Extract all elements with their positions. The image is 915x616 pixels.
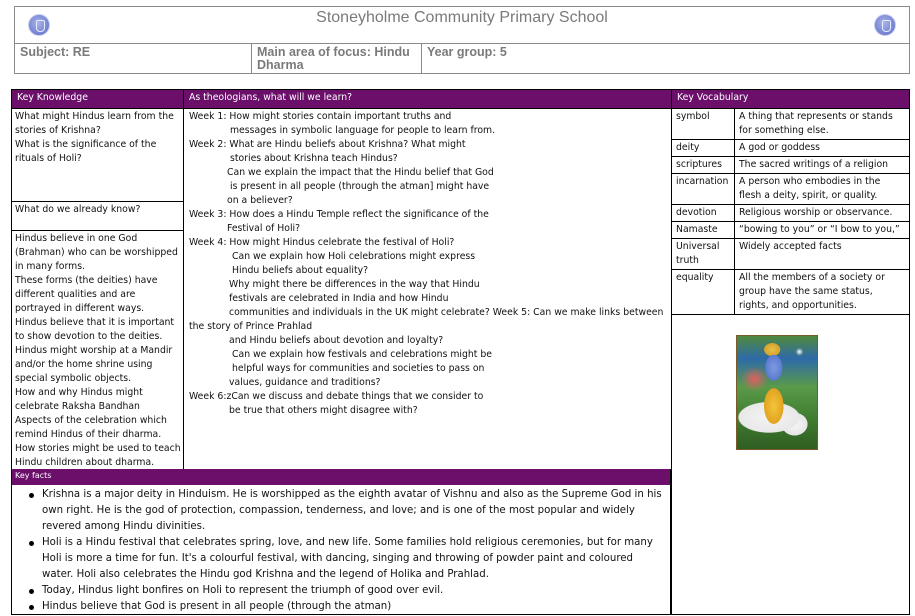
prior-knowledge-line: celebrate Raksha Bandhan	[15, 401, 140, 412]
theologians-heading: As theologians, what will we learn?	[184, 90, 671, 108]
vocabulary-definition: All the members of a society or group have the same status, rights, and opportunities.	[739, 272, 885, 311]
vocabulary-term: Namaste	[672, 222, 735, 238]
week-line: stories about Krishna teach Hindus?	[230, 153, 398, 164]
key-fact-item	[26, 487, 662, 535]
already-know-cell	[12, 202, 183, 231]
key-question-line: stories of Krishna?	[15, 125, 101, 136]
week-line: on a believer?	[227, 195, 293, 206]
vocabulary-row	[672, 157, 909, 174]
key-vocabulary-heading: Key Vocabulary	[671, 90, 909, 108]
vocabulary-row	[672, 174, 909, 205]
key-fact-item	[26, 535, 662, 583]
bullet-icon	[29, 541, 34, 546]
school-crest-icon	[874, 14, 896, 36]
week-line: Can we explain how Holi celebrations might express	[232, 251, 476, 262]
vocabulary-row	[672, 205, 909, 222]
key-fact-text: Holi is a Hindu festival that celebrates spring, love, and new life. Some families hold religious ceremonies, but for many Holi is more a time for fun. It's a colourful festival, with dancing, singing and throwing of powder paint and coloured water. Holi also celebrates the Hindu god Krishna and the legend of Holika and Prahlad.	[42, 537, 653, 580]
prior-knowledge-cell	[12, 231, 183, 469]
key-fact-item	[26, 599, 662, 615]
week-line: be true that others might disagree with?	[229, 405, 418, 416]
week-line: values, guidance and traditions?	[229, 377, 381, 388]
prior-knowledge-line: different qualities and are	[15, 289, 136, 300]
vocabulary-term: deity	[672, 140, 735, 156]
prior-knowledge-line: special symbolic objects.	[15, 373, 132, 384]
key-knowledge-heading: Key Knowledge	[12, 90, 184, 108]
prior-knowledge-line: How and why Hindus might	[15, 387, 143, 398]
week-line: Week 2: What are Hindu beliefs about Krishna? What might	[189, 139, 466, 150]
prior-knowledge-line: in many forms.	[15, 261, 86, 272]
key-question-line: rituals of Holi?	[15, 153, 82, 164]
key-fact-text: Today, Hindus light bonfires on Holi to represent the triumph of good over evil.	[42, 585, 444, 596]
week-line: and Hindu beliefs about devotion and loyalty?	[229, 335, 444, 346]
vocabulary-row	[672, 222, 909, 239]
week-line: Week 1: How might stories contain important truths and	[189, 111, 452, 122]
vocabulary-term: Universal truth	[672, 239, 735, 269]
bullet-icon	[29, 493, 34, 498]
week-line: Why might there be differences in the way that Hindu	[229, 279, 480, 290]
vocabulary-definition: A person who embodies in the flesh a deity, spirit, or quality.	[739, 176, 881, 201]
key-questions-cell	[12, 109, 183, 202]
theologians-column	[184, 108, 671, 469]
week-line: Week 6:zCan we discuss and debate things that we consider to	[189, 391, 484, 402]
prior-knowledge-line: portrayed in different ways.	[15, 303, 145, 314]
week-line: Can we explain how festivals and celebrations might be	[232, 349, 493, 360]
prior-knowledge-line: remind Hindus of their dharma.	[15, 429, 162, 440]
week-line: festivals are celebrated in India and how Hindu	[229, 293, 449, 304]
key-knowledge-column	[12, 108, 184, 469]
week-line: Festival of Holi?	[227, 223, 301, 234]
week-line: the story of Prince Prahlad	[189, 321, 313, 332]
vocabulary-term: scriptures	[672, 157, 735, 173]
vocabulary-definition: Widely accepted facts	[739, 241, 842, 252]
key-question-line: What is the significance of the	[15, 139, 157, 150]
vocabulary-definition: “bowing to you” or “I bow to you,”	[739, 224, 900, 235]
key-fact-item	[26, 583, 662, 599]
school-name: Stoneyholme Community Primary School	[316, 9, 608, 26]
key-fact-text: Hindus believe that God is present in all people (through the atman)	[42, 601, 392, 612]
bullet-icon	[29, 605, 34, 610]
vocabulary-definition: The sacred writings of a religion	[739, 159, 889, 170]
header-table	[14, 6, 910, 74]
prior-knowledge-line: and/or the home shrine using	[15, 359, 153, 370]
vocabulary-row	[672, 140, 909, 157]
week-line: Hindu beliefs about equality?	[232, 265, 369, 276]
vocabulary-table	[672, 109, 909, 315]
vocabulary-term: equality	[672, 270, 735, 314]
vocabulary-definition: Religious worship or observance.	[739, 207, 893, 218]
vocabulary-row	[672, 239, 909, 270]
prior-knowledge-line: How stories might be used to teach	[15, 443, 181, 454]
key-question-line: What might Hindus learn from the	[15, 111, 174, 122]
week-line: is present in all people (through the atman] might have	[230, 181, 490, 192]
prior-knowledge-line: Hindu children about dharma.	[15, 457, 155, 468]
knowledge-organiser-grid	[11, 89, 910, 615]
key-facts-body	[12, 485, 671, 615]
prior-knowledge-line: to show devotion to the deities.	[15, 331, 163, 342]
vocabulary-row	[672, 270, 909, 315]
key-fact-text: Krishna is a major deity in Hinduism. He is worshipped as the eighth avatar of Vishnu and also as the Supreme God in his own right. He is the god of protection, compassion, tenderness, and love; and is one of the most popular and widely revered among Hindu divinities.	[42, 489, 662, 532]
prior-knowledge-line: (Brahman) who can be worshipped	[15, 247, 178, 258]
vocabulary-term: incarnation	[672, 174, 735, 204]
vocabulary-definition: A god or goddess	[739, 142, 821, 153]
prior-knowledge-line: These forms (the deities) have	[15, 275, 158, 286]
bullet-icon	[29, 589, 34, 594]
vocabulary-term: devotion	[672, 205, 735, 221]
prior-knowledge-line: Hindus might worship at a Mandir	[15, 345, 173, 356]
header-title-row	[15, 7, 909, 44]
krishna-picture	[736, 335, 818, 450]
vocabulary-definition: A thing that represents or stands for something else.	[739, 111, 893, 136]
year-group-cell: Year group: 5	[421, 44, 909, 73]
week-line: messages in symbolic language for people to learn from.	[230, 125, 496, 136]
prior-knowledge-line: Aspects of the celebration which	[15, 415, 167, 426]
week-line: Week 4: How might Hindus celebrate the festival of Holi?	[189, 237, 455, 248]
focus-cell: Main area of focus: Hindu Dharma	[251, 44, 421, 73]
already-know-label: What do we already know?	[15, 204, 141, 215]
vocabulary-row	[672, 109, 909, 140]
key-facts-heading: Key facts	[12, 469, 671, 485]
subject-cell: Subject: RE	[20, 45, 91, 59]
vocabulary-term: symbol	[672, 109, 735, 139]
key-vocabulary-column	[671, 108, 909, 615]
key-facts-list	[26, 487, 662, 615]
week-line: Week 3: How does a Hindu Temple reflect the significance of the	[189, 209, 489, 220]
prior-knowledge-line: Hindus believe in one God	[15, 233, 138, 244]
week-line: helpful ways for communities and societies to pass on	[232, 363, 485, 374]
week-line: communities and individuals in the UK might celebrate? Week 5: Can we make links between	[229, 307, 664, 318]
week-line: Can we explain the impact that the Hindu belief that God	[227, 167, 494, 178]
prior-knowledge-line: Hindus believe that it is important	[15, 317, 175, 328]
